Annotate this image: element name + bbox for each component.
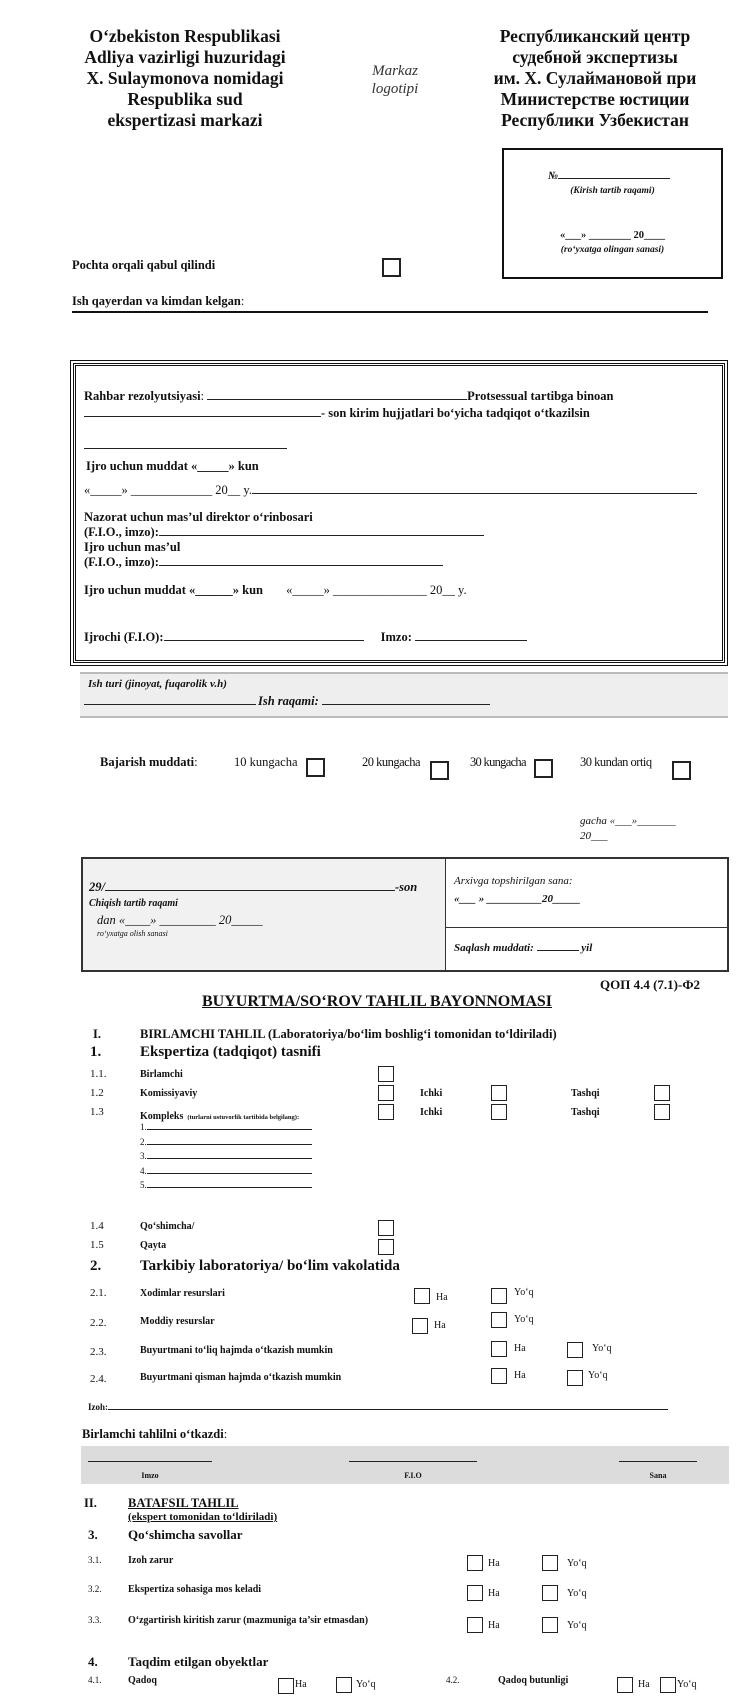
number-caption: (Kirish tartib raqami)	[570, 186, 655, 196]
yoq-label: Yo‘q	[356, 1679, 376, 1690]
ish-raqami-field[interactable]	[322, 704, 490, 705]
xodimlar-ha-checkbox[interactable]	[414, 1288, 430, 1304]
kompleks-label: Kompleks	[140, 1111, 184, 1122]
qadoq-butunligi-ha-checkbox[interactable]	[617, 1677, 633, 1693]
org-line: судебной экспертизы	[512, 47, 678, 67]
resolution-extra-line[interactable]	[84, 436, 287, 454]
item-num: 1.1.	[90, 1068, 107, 1080]
registration-date-caption: (ro‘yxatga olingan sanasi)	[560, 245, 665, 255]
org-line: Министерстве юстиции	[500, 89, 690, 109]
sohasiga-mos-label: Ekspertiza sohasiga mos keladi	[128, 1584, 262, 1595]
sub3-title: Qo‘shimcha savollar	[128, 1527, 243, 1542]
bajarish-label	[100, 755, 198, 770]
kompleks-line[interactable]	[140, 1149, 312, 1164]
ha-label: Ha	[638, 1679, 650, 1690]
yoq-label: Yo‘q	[514, 1314, 534, 1325]
line-num: 2.	[140, 1136, 147, 1147]
date-template-2: «_____» _______________ 20__ y.	[286, 583, 467, 597]
yoq-label: Yo‘q	[592, 1343, 612, 1354]
conducted-text: Birlamchi tahlilni o‘tkazdi	[82, 1427, 224, 1441]
dan-date-field[interactable]: dan «____» _________ 20_____	[97, 913, 263, 927]
sohasiga-mos-yoq-checkbox[interactable]	[542, 1585, 558, 1601]
ha-label: Ha	[436, 1292, 448, 1303]
line-num: 4.	[140, 1165, 147, 1176]
komissiyaviy-tashqi-label: Tashqi	[571, 1088, 600, 1099]
origin-field[interactable]	[72, 294, 708, 313]
org-name-russian	[470, 26, 720, 131]
kirim-row	[84, 406, 714, 421]
form-code: QОП 4.4 (7.1)-Ф2	[600, 977, 700, 992]
signature-band	[81, 1446, 729, 1484]
ijro-masul-label: Ijro uchun mas’ul	[84, 540, 181, 554]
arxiv-cell	[446, 859, 729, 928]
suffix: -son	[394, 880, 418, 894]
xodimlar-yoq-checkbox[interactable]	[491, 1288, 507, 1304]
item-num: 2.2.	[90, 1317, 107, 1329]
protsessual-label: Protsessual tartibga binoan	[467, 389, 614, 403]
kompleks-note: (turlarni ustuvorlik tartibida belgilang):	[187, 1114, 300, 1121]
line-num: 3.	[140, 1151, 147, 1161]
colon: :	[240, 294, 245, 308]
toliq-yoq-checkbox[interactable]	[567, 1342, 583, 1358]
item-num: 1.2	[90, 1087, 104, 1099]
item-num: 1.3	[90, 1106, 104, 1118]
deadline-2-row[interactable]	[84, 583, 467, 598]
imzo-label: Imzo:	[380, 630, 412, 644]
nazorat-label: Nazorat uchun mas’ul direktor o‘rinbosari	[84, 510, 313, 524]
case-band	[80, 672, 728, 718]
logo-text: logotipi	[371, 81, 419, 97]
kompleks-checkbox[interactable]	[378, 1104, 394, 1120]
arxiv-label: Arxivga topshirilgan sana:	[454, 875, 573, 887]
kirim-number-field[interactable]	[84, 416, 321, 417]
org-line: Республики Узбекистан	[501, 110, 689, 130]
yoq-label: Yo‘q	[588, 1370, 608, 1381]
option-10-label: 10 kungacha	[234, 755, 298, 769]
org-line: Adliya vazirligi huzuridagi	[84, 47, 286, 67]
royxat-caption: ro‘yxatga olish sanasi	[97, 929, 168, 938]
kompleks-ichki-label: Ichki	[420, 1107, 443, 1118]
section-I-num: I.	[93, 1027, 101, 1041]
item-num: 2.3.	[90, 1346, 107, 1358]
bajarish-text: Bajarish muddati	[100, 755, 195, 769]
ish-turi-field[interactable]	[84, 704, 256, 705]
arxiv-date-field[interactable]: «___ » __________20_____	[454, 893, 581, 905]
option-30plus-label: 30 kundan ortiq	[580, 755, 652, 769]
item-num: 3.3.	[88, 1615, 102, 1625]
item-num: 4.2.	[446, 1675, 460, 1685]
logo-text: Markaz	[372, 63, 418, 79]
kompleks-line[interactable]	[140, 1178, 312, 1193]
qayta-checkbox[interactable]	[378, 1239, 394, 1255]
prefix: 29/	[89, 880, 105, 894]
date-row-1[interactable]	[84, 483, 734, 498]
qisman-label: Buyurtmani qisman hajmda o‘tkazish mumkin	[140, 1372, 342, 1383]
birlamchi-checkbox[interactable]	[378, 1066, 394, 1082]
moddiy-label: Moddiy resurslar	[140, 1316, 215, 1327]
colon: :	[223, 1427, 228, 1441]
ha-label: Ha	[514, 1343, 526, 1354]
ijro-fio-row[interactable]	[84, 555, 443, 570]
option-20-checkbox[interactable]	[430, 761, 449, 780]
colon: :	[194, 755, 198, 769]
outgoing-left	[83, 859, 446, 970]
item-komissiyaviy-label: Komissiyaviy	[140, 1088, 198, 1099]
form-title: BUYURTMA/SO‘ROV TAHLIL BAYONNOMASI	[201, 993, 552, 1010]
option-30plus-checkbox[interactable]	[672, 761, 691, 780]
option-20-label: 20 kungacha	[362, 755, 421, 769]
section-II-num: II.	[84, 1496, 97, 1510]
fio-signature-line[interactable]	[349, 1461, 477, 1462]
item-num: 4.1.	[88, 1675, 102, 1685]
rahbar-row	[84, 389, 714, 404]
kompleks-tashqi-checkbox[interactable]	[654, 1104, 670, 1120]
ish-turi-label: Ish turi (jinoyat, fuqarolik v.h)	[88, 678, 227, 690]
komissiyaviy-tashqi-checkbox[interactable]	[654, 1085, 670, 1101]
moddiy-yoq-checkbox[interactable]	[491, 1312, 507, 1328]
fio-imzo-label: (F.I.O., imzo):	[84, 555, 159, 569]
item-num: 2.4.	[90, 1373, 107, 1385]
kompleks-line[interactable]	[140, 1135, 312, 1150]
sub1-num: 1.	[90, 1044, 102, 1060]
org-name-uzbek	[60, 26, 310, 131]
yoq-label: Yo‘q	[567, 1558, 587, 1569]
section-II-title: BATAFSIL TAHLIL	[128, 1496, 239, 1510]
origin-label: Ish qayerdan va kimdan kelgan	[72, 294, 241, 308]
deadline-2: Ijro uchun muddat «______» kun	[84, 583, 263, 597]
sub2-num: 2.	[90, 1258, 102, 1274]
number-field[interactable]	[558, 178, 670, 179]
ha-label: Ha	[488, 1558, 500, 1569]
outgoing-box	[81, 857, 729, 972]
yoq-label: Yo‘q	[514, 1287, 534, 1298]
qisman-ha-checkbox[interactable]	[491, 1368, 507, 1384]
kirim-text: - son kirim hujjatlari bo‘yicha tadqiqot o‘tkazilsin	[321, 406, 590, 420]
izoh-zarur-ha-checkbox[interactable]	[467, 1555, 483, 1571]
gacha-year-field[interactable]: 20___	[580, 830, 608, 842]
option-30-label: 30 kungacha	[470, 755, 526, 769]
option-30-checkbox[interactable]	[534, 759, 553, 778]
org-line: O‘zbekiston Respublikasi	[89, 26, 281, 46]
ozgartirish-ha-checkbox[interactable]	[467, 1617, 483, 1633]
item-num: 3.1.	[88, 1555, 102, 1565]
resolution-box	[70, 360, 728, 666]
fio-imzo-label: (F.I.O., imzo):	[84, 525, 159, 539]
qadoq-butunligi-yoq-checkbox[interactable]	[660, 1677, 676, 1693]
sohasiga-mos-ha-checkbox[interactable]	[467, 1585, 483, 1601]
saqlash-unit: yil	[581, 942, 593, 954]
toliq-label: Buyurtmani to‘liq hajmda o‘tkazish mumkin	[140, 1345, 333, 1356]
date-template: «_____» _____________ 20__ y.	[84, 483, 252, 497]
org-line: Respublika sud	[127, 89, 243, 109]
kompleks-tashqi-label: Tashqi	[571, 1107, 600, 1118]
imzo-caption: Imzo	[141, 1471, 159, 1480]
received-by-post-label: Pochta orqali qabul qilindi	[72, 258, 216, 272]
ha-label: Ha	[488, 1620, 500, 1631]
org-line: Республиканский центр	[499, 26, 691, 46]
komissiyaviy-ichki-checkbox[interactable]	[491, 1085, 507, 1101]
yoq-label: Yo‘q	[567, 1588, 587, 1599]
qadoq-yoq-checkbox[interactable]	[336, 1677, 352, 1693]
imzo-signature-line[interactable]	[88, 1461, 212, 1462]
received-by-post-checkbox[interactable]	[382, 258, 401, 277]
case-fields-row[interactable]	[84, 694, 490, 709]
ha-label: Ha	[514, 1370, 526, 1381]
moddiy-ha-checkbox[interactable]	[412, 1318, 428, 1334]
ha-label: Ha	[295, 1679, 307, 1690]
line-num: 1.	[140, 1122, 147, 1132]
colon: :	[200, 389, 205, 403]
gacha-date-field[interactable]: gacha «___»_______	[580, 815, 676, 827]
item-qoshimcha-label: Qo‘shimcha/	[140, 1221, 195, 1232]
izoh-label: Izoh:	[88, 1402, 108, 1412]
item-num: 3.2.	[88, 1584, 102, 1594]
option-10-checkbox[interactable]	[306, 758, 325, 777]
item-birlamchi-label: Birlamchi	[140, 1069, 183, 1080]
logo-placeholder	[355, 62, 435, 98]
rahbar-field[interactable]	[207, 399, 467, 400]
chiqish-caption: Chiqish tartib raqami	[89, 898, 178, 909]
ish-raqami-label: Ish raqami:	[258, 694, 319, 708]
conducted-label	[82, 1427, 227, 1442]
fio-caption: F.I.O	[404, 1471, 422, 1480]
ijrochi-row[interactable]	[84, 630, 527, 645]
line-num: 5.	[140, 1180, 147, 1190]
sub1-title: Ekspertiza (tadqiqot) tasnifi	[140, 1044, 321, 1060]
registration-box	[502, 148, 723, 279]
registration-date-field[interactable]: «___» ________ 20____	[560, 230, 665, 241]
kompleks-ichki-checkbox[interactable]	[491, 1104, 507, 1120]
number-sign: №	[548, 170, 559, 182]
saqlash-row[interactable]	[454, 942, 592, 954]
section-II-subtitle: (ekspert tomonidan to‘ldiriladi)	[128, 1511, 278, 1523]
saqlash-label: Saqlash muddati:	[454, 942, 534, 954]
deadline-1[interactable]: Ijro uchun muddat «_____» kun	[86, 459, 259, 473]
izoh-zarur-label: Izoh zarur	[128, 1555, 174, 1566]
org-line: им. Х. Сулаймановой при	[493, 68, 697, 88]
sub3-num: 3.	[88, 1527, 98, 1542]
komissiyaviy-ichki-label: Ichki	[420, 1088, 443, 1099]
item-num: 2.1.	[90, 1287, 107, 1299]
kompleks-line[interactable]	[140, 1164, 312, 1179]
ha-label: Ha	[434, 1320, 446, 1331]
qadoq-butunligi-label: Qadoq butunligi	[498, 1675, 569, 1686]
section-I-title: BIRLAMCHI TAHLIL (Laboratoriya/bo‘lim boshlig‘i tomonidan to‘ldiriladi)	[140, 1027, 557, 1041]
qoshimcha-checkbox[interactable]	[378, 1220, 394, 1236]
izoh-zarur-yoq-checkbox[interactable]	[542, 1555, 558, 1571]
kompleks-lines	[140, 1120, 312, 1193]
item-num: 1.5	[90, 1239, 104, 1251]
saqlash-cell	[446, 928, 729, 972]
qadoq-label: Qadoq	[128, 1675, 157, 1686]
rahbar-label: Rahbar rezolyutsiyasi	[84, 389, 201, 403]
ha-label: Ha	[488, 1588, 500, 1599]
sub4-num: 4.	[88, 1654, 98, 1669]
yoq-label: Yo‘q	[677, 1679, 697, 1690]
qisman-yoq-checkbox[interactable]	[567, 1370, 583, 1386]
sana-caption: Sana	[649, 1471, 667, 1480]
org-line: X. Sulaymonova nomidagi	[86, 68, 284, 88]
toliq-ha-checkbox[interactable]	[491, 1341, 507, 1357]
registration-number[interactable]	[548, 170, 670, 182]
nazorat-fio-row[interactable]	[84, 525, 484, 540]
item-qayta-label: Qayta	[140, 1240, 167, 1251]
outgoing-number-row[interactable]	[89, 880, 417, 895]
sub2-title: Tarkibiy laboratoriya/ bo‘lim vakolatida	[140, 1258, 400, 1274]
ozgartirish-yoq-checkbox[interactable]	[542, 1617, 558, 1633]
qadoq-ha-checkbox[interactable]	[278, 1678, 294, 1694]
ijrochi-label: Ijrochi (F.I.O):	[84, 630, 164, 644]
sana-signature-line[interactable]	[619, 1461, 697, 1462]
item-num: 1.4	[90, 1220, 104, 1232]
izoh-row[interactable]	[88, 1402, 668, 1412]
ozgartirish-label: O‘zgartirish kiritish zarur (mazmuniga ta’sir etmasdan)	[128, 1615, 369, 1626]
komissiyaviy-checkbox[interactable]	[378, 1085, 394, 1101]
org-line: ekspertizasi markazi	[107, 110, 263, 130]
yoq-label: Yo‘q	[567, 1620, 587, 1631]
xodimlar-label: Xodimlar resurslari	[140, 1288, 225, 1299]
sub4-title: Taqdim etilgan obyektlar	[128, 1654, 269, 1669]
kompleks-line[interactable]	[140, 1120, 312, 1135]
